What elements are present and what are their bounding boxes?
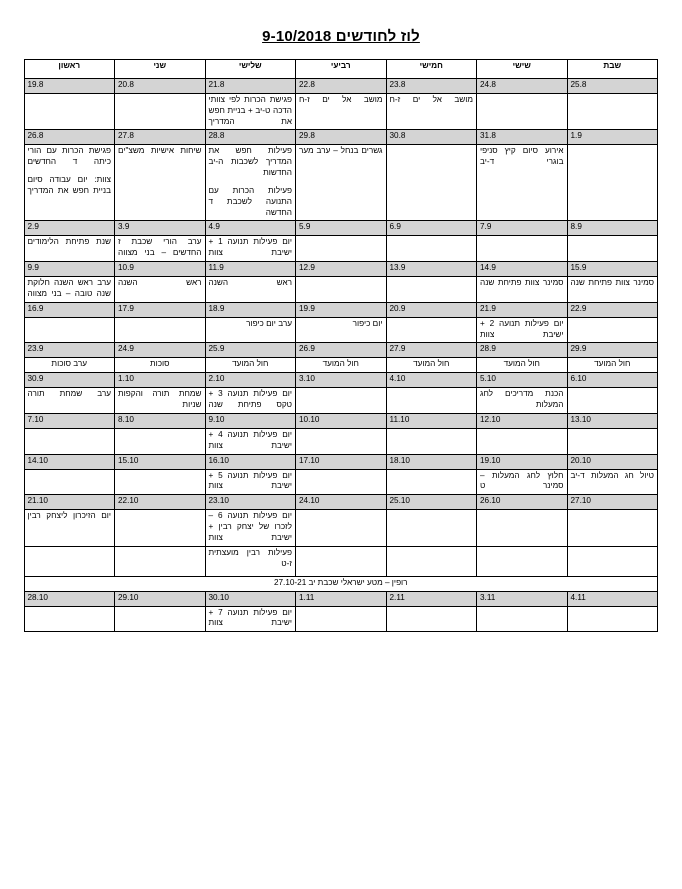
event-cell: יום פעילות תנועה 5 + ישיבת צוות [205,469,296,495]
content-row [24,317,658,343]
event-cell [386,469,477,495]
event-cell: פעילות חפש את המדריך לשכבות ה-יב החדשות פעילות הכרות עם התנועה לשכבת ד החדשה [205,145,296,221]
event-cell: יום פעילות תנועה 7 + ישיבת צוות [205,606,296,632]
date-cell: 10.10 [296,413,387,428]
content-row [24,145,658,221]
event-cell: חול המועד [477,358,568,373]
date-cell: 25.9 [205,343,296,358]
date-cell: 29.10 [115,591,206,606]
event-cell: הכנת מדריכים לחג המעלות [477,388,568,414]
page-title: לוז לחודשים 9-10/2018 [262,28,420,45]
event-cell [24,428,115,454]
date-cell: 2.9 [24,221,115,236]
event-cell: אירוע סיום קיץ סניפי בוגרי ד-יב [477,145,568,221]
date-cell: 24.9 [115,343,206,358]
date-row [24,221,658,236]
event-cell: ראש השנה [205,277,296,303]
date-cell: 30.10 [205,591,296,606]
content-row [24,277,658,303]
content-row [24,606,658,632]
event-cell [477,510,568,546]
date-cell: 15.10 [115,454,206,469]
event-cell [567,546,658,576]
event-cell [296,510,387,546]
event-cell: יום פעילות תנועה 1 + ישיבת צוות [205,236,296,262]
note-row [24,576,658,591]
event-cell [296,428,387,454]
content-row [24,428,658,454]
event-cell [386,236,477,262]
event-cell [477,606,568,632]
date-cell: 4.11 [567,591,658,606]
date-cell: 27.10 [567,495,658,510]
date-cell: 31.8 [477,130,568,145]
date-cell: 22.8 [296,79,387,94]
date-cell: 30.9 [24,373,115,388]
date-cell: 26.10 [477,495,568,510]
event-cell: סוכות [115,358,206,373]
event-cell [567,236,658,262]
date-cell: 17.10 [296,454,387,469]
date-cell: 8.10 [115,413,206,428]
date-cell: 4.9 [205,221,296,236]
event-cell: חול המועד [296,358,387,373]
event-cell: יום פעילות תנועה 6 – לזכרו של יצחק רבין + ישיבת צוות [205,510,296,546]
date-cell: 3.9 [115,221,206,236]
event-cell: מושב אל ים ז-ח [386,94,477,130]
event-cell [115,469,206,495]
event-cell: ראש השנה [115,277,206,303]
date-cell: 21.9 [477,302,568,317]
date-cell: 23.9 [24,343,115,358]
event-cell: ערב שמחת תורה [24,388,115,414]
event-cell: פגישת הכרות עם הורי כיתה ד החדשים צוות: יום עבודה סיום בניית חפש את המדריך [24,145,115,221]
event-cell: שיחות אישיות משצ"ים [115,145,206,221]
date-cell: 20.10 [567,454,658,469]
date-cell: 3.10 [296,373,387,388]
date-cell: 9.10 [205,413,296,428]
date-row [24,343,658,358]
event-cell: שנת פתיחת הלימודים [24,236,115,262]
date-cell: 29.8 [296,130,387,145]
event-cell [115,317,206,343]
event-cell [477,94,568,130]
date-cell: 21.8 [205,79,296,94]
event-cell [386,317,477,343]
date-cell: 3.11 [477,591,568,606]
date-cell: 19.10 [477,454,568,469]
date-row [24,262,658,277]
event-cell: פגישת הכרות לפי צוותי הדכה ט-יב + בניית חפש את המדריך [205,94,296,130]
event-cell: מושב אל ים ז-ח [296,94,387,130]
event-cell: טיול חג המעלות ד-יב [567,469,658,495]
date-cell: 4.10 [386,373,477,388]
event-cell [296,277,387,303]
date-row [24,454,658,469]
event-cell: גשרים בנחל – ערב מער [296,145,387,221]
date-cell: 1.10 [115,373,206,388]
date-row [24,302,658,317]
date-cell: 2.10 [205,373,296,388]
date-cell: 24.10 [296,495,387,510]
date-cell: 12.9 [296,262,387,277]
event-cell: ערב סוכות [24,358,115,373]
date-cell: 22.10 [115,495,206,510]
column-header-shlishi: שלישי [205,60,296,79]
content-row [24,94,658,130]
date-cell: 20.9 [386,302,477,317]
event-cell [567,388,658,414]
date-cell: 20.8 [115,79,206,94]
event-cell [24,469,115,495]
event-cell: יום כיפור [296,317,387,343]
event-cell [567,428,658,454]
event-cell [296,546,387,576]
event-cell [115,428,206,454]
event-cell: סמינר צוות פתיחת שנה [567,277,658,303]
date-cell: 28.8 [205,130,296,145]
event-cell [386,546,477,576]
date-row [24,495,658,510]
date-cell: 17.9 [115,302,206,317]
date-cell: 23.10 [205,495,296,510]
event-cell: ערב יום כיפור [205,317,296,343]
event-cell [24,546,115,576]
schedule-body [24,79,658,632]
date-cell: 27.8 [115,130,206,145]
date-cell: 14.10 [24,454,115,469]
date-cell: 11.10 [386,413,477,428]
content-row [24,236,658,262]
date-cell: 26.8 [24,130,115,145]
event-cell [567,94,658,130]
date-cell: 26.9 [296,343,387,358]
date-cell: 9.9 [24,262,115,277]
date-cell: 28.10 [24,591,115,606]
event-cell [24,94,115,130]
date-cell: 24.8 [477,79,568,94]
schedule-table [24,59,659,632]
event-cell: יום פעילות תנועה 3 + טקס פתיחת שנה [205,388,296,414]
event-cell: סמינר צוות פתיחת שנה [477,277,568,303]
content-row [24,510,658,546]
date-cell: 10.9 [115,262,206,277]
event-cell [386,510,477,546]
column-header-sheni: שני [115,60,206,79]
date-row [24,373,658,388]
column-header-shishi: שישי [477,60,568,79]
event-cell: שמחת תורה והקפות שניות [115,388,206,414]
date-cell: 29.9 [567,343,658,358]
date-cell: 25.10 [386,495,477,510]
date-cell: 19.9 [296,302,387,317]
date-row [24,79,658,94]
column-header-rishon: ראשון [24,60,115,79]
date-cell: 14.9 [477,262,568,277]
content-row [24,469,658,495]
date-cell: 7.9 [477,221,568,236]
date-cell: 8.9 [567,221,658,236]
event-cell [24,317,115,343]
date-cell: 1.11 [296,591,387,606]
column-header-hamishi: חמישי [386,60,477,79]
date-cell: 30.8 [386,130,477,145]
event-cell: ערב הורי שכבת ז החדשים – בני מצווה [115,236,206,262]
event-cell [296,236,387,262]
event-cell [477,236,568,262]
event-cell [115,606,206,632]
date-cell: 7.10 [24,413,115,428]
date-cell: 2.11 [386,591,477,606]
event-cell: חול המועד [567,358,658,373]
event-cell: ערב ראש השנה חלוקת שנה טובה – בני מצווה [24,277,115,303]
event-cell [386,428,477,454]
event-cell: חול המועד [386,358,477,373]
event-cell: חול המועד [205,358,296,373]
event-cell [567,145,658,221]
date-cell: 12.10 [477,413,568,428]
date-cell: 18.10 [386,454,477,469]
event-cell [296,469,387,495]
date-row [24,591,658,606]
table-header-row [24,60,658,79]
date-cell: 11.9 [205,262,296,277]
date-row [24,413,658,428]
event-cell [386,277,477,303]
date-row [24,130,658,145]
column-header-revii: רביעי [296,60,387,79]
event-cell [386,145,477,221]
event-cell: יום פעילות תנועה 4 + ישיבת צוות [205,428,296,454]
date-cell: 25.8 [567,79,658,94]
event-cell [386,388,477,414]
content-row [24,388,658,414]
date-cell: 6.9 [386,221,477,236]
event-cell [567,606,658,632]
event-cell: יום הזיכרון ליצחק רבין [24,510,115,546]
event-cell [477,428,568,454]
full-width-note: רופין – מטע ישראלי שכבת יב 27.10-21 [24,576,658,591]
event-cell: יום פעילות תנועה 2 + ישיבת צוות [477,317,568,343]
date-cell: 5.9 [296,221,387,236]
event-cell [115,94,206,130]
date-cell: 19.8 [24,79,115,94]
content-row [24,358,658,373]
date-cell: 1.9 [567,130,658,145]
column-header-shabbat: שבת [567,60,658,79]
event-cell [567,510,658,546]
event-cell [296,606,387,632]
date-cell: 22.9 [567,302,658,317]
date-cell: 23.8 [386,79,477,94]
event-cell: חלוץ לחג המעלות – סמינר ט [477,469,568,495]
event-cell [115,510,206,546]
event-cell [296,388,387,414]
date-cell: 13.10 [567,413,658,428]
date-cell: 28.9 [477,343,568,358]
event-cell: פעילות רבין מועצתית ז-ט [205,546,296,576]
event-cell [477,546,568,576]
date-cell: 21.10 [24,495,115,510]
date-cell: 13.9 [386,262,477,277]
event-cell [115,546,206,576]
event-cell [567,317,658,343]
date-cell: 27.9 [386,343,477,358]
date-cell: 15.9 [567,262,658,277]
date-cell: 5.10 [477,373,568,388]
date-cell: 16.10 [205,454,296,469]
date-cell: 18.9 [205,302,296,317]
content-row-continuation [24,546,658,576]
event-cell [24,606,115,632]
date-cell: 6.10 [567,373,658,388]
date-cell: 16.9 [24,302,115,317]
event-cell [386,606,477,632]
